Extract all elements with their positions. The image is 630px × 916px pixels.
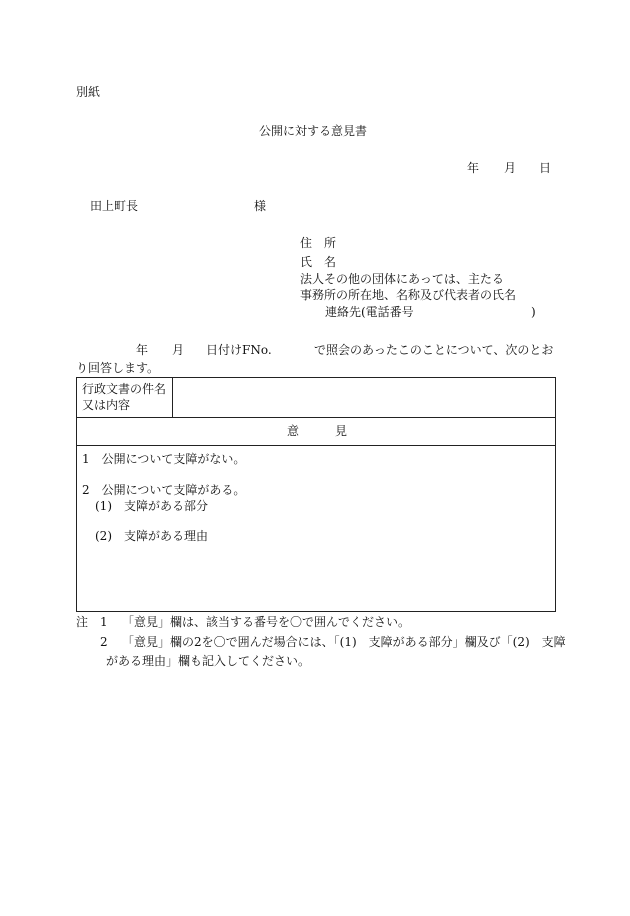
opinion-sub-2: (2) 支障がある理由: [95, 529, 208, 543]
intro-year: 年: [136, 343, 149, 357]
date-year: 年: [467, 161, 480, 175]
applicant-corp-note-1: 法人その他の団体にあっては、主たる: [300, 272, 504, 286]
applicant-address-label: 住 所: [300, 236, 337, 250]
attachment-label: 別紙: [76, 85, 101, 99]
page-title: 公開に対する意見書: [259, 124, 368, 138]
note-1-number: 1: [100, 615, 108, 629]
document-row: [77, 378, 555, 418]
note-2-text-line1: 「意見」欄の2を〇で囲んだ場合には、「(1) 支障がある部分」欄及び「(2) 支障: [122, 635, 566, 649]
note-2-text-line2: がある理由」欄も記入してください。: [106, 654, 311, 668]
applicant-contact-close: ): [531, 305, 536, 319]
intro-month: 月: [172, 343, 185, 357]
addressee-honorific: 様: [254, 199, 267, 213]
note-2-number: 2: [100, 635, 108, 649]
opinion-item-2: 2 公開について支障がある。: [82, 483, 246, 497]
opinion-header-row: [77, 418, 555, 446]
date-month: 月: [504, 161, 517, 175]
opinion-item-1: 1 公開について支障がない。: [82, 452, 246, 466]
applicant-corp-note-2: 事務所の所在地、名称及び代表者の氏名: [300, 288, 517, 302]
intro-line2: り回答します。: [76, 361, 160, 375]
document-label-line2: 又は内容: [82, 398, 131, 412]
opinion-sub-1: (1) 支障がある部分: [95, 499, 208, 513]
addressee-name: 田上町長: [90, 199, 139, 213]
document-label-line1: 行政文書の件名: [82, 382, 167, 396]
opinion-table: [76, 377, 556, 612]
intro-line1-rest: で照会のあったこのことについて、次のとお: [314, 343, 554, 357]
date-day: 日: [539, 161, 552, 175]
opinion-header: 意 見: [287, 424, 348, 438]
applicant-contact-label: 連絡先(電話番号: [325, 305, 414, 319]
notes-prefix: 注: [76, 615, 89, 629]
applicant-name-label: 氏 名: [300, 255, 337, 269]
intro-dated-no: 日付けFNo.: [206, 343, 272, 357]
note-1-text: 「意見」欄は、該当する番号を〇で囲んでください。: [122, 615, 411, 629]
document-label-cell: [77, 378, 173, 417]
